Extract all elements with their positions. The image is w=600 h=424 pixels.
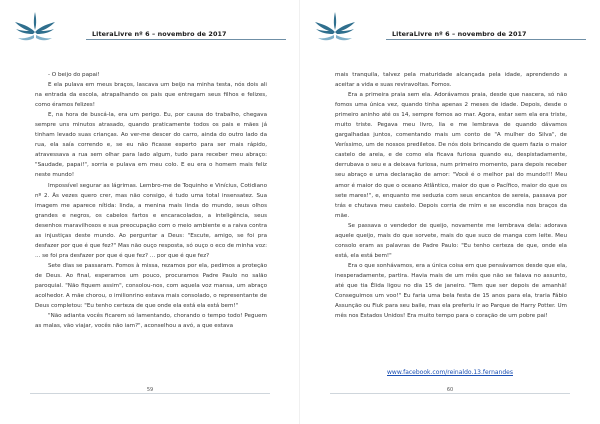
footer-rule xyxy=(30,393,270,394)
paragraph: - O beijo do papai! xyxy=(48,72,100,78)
paragraph: E, na hora de buscá-la, era um perigo. Eu, por causa do trabalho, chegava sempre uns minutos atrasado, quando praticamente todos os pais e mães já tinham levado suas crianças. Ao ver-me descer do carro, ainda do outro lado da rua, ela saía correndo e, se eu não ficasse esperto para ser mais rápido, atravessava a rua sem olhar para lado algum, tudo para receber meu abraço: "Saudade, papai!", sorria e pulava em meu colo. E eu era o homem mais feliz neste mundo! xyxy=(35,112,267,179)
right-page-text xyxy=(335,70,567,321)
paragraph: Era o que sonhávamos, era a única coisa em que pensávamos desde que ela, inesperadamente, partira. Havia mais de um mês que não se falava no assunto, até que tia Élida ligou no dia 15 de janeiro. "Tem que ser depois de amanhã! Conseguimos um voo!" Eu faria uma bela festa de 15 anos para ela, traria Fábio Assunção ou Fiuk para seu baile, mas ela preferiu ir ao Parque de Harry Potter. Um mês nos Estados Unidos! Era muito tempo para o coração de um pobre pai! xyxy=(335,262,567,320)
header-rule xyxy=(386,39,586,40)
page-number: 59 xyxy=(146,387,154,393)
paragraph: Se passava o vendedor de queijo, novamente me lembrava dela: adorava aquele queijo, mais do que sorvete, mais do que suco de manga com leite. Meu consolo eram as palavras de Padre Paulo: "Eu tenho certeza de que, onde ela está, ela está bem!" xyxy=(335,222,567,259)
footer-rule xyxy=(330,393,570,394)
paragraph: E ela pulava em meus braços, lascava um beijo na minha testa, nós dois ali na entrada da escola, atrapalhando os pais que entregam seus filhos e felizes, como éramos felizes! xyxy=(35,82,267,109)
header-rule xyxy=(86,39,286,40)
header-title: LiteraLivre nº 6 – novembro de 2017 xyxy=(92,30,227,38)
paragraph: mais tranquila, talvez pela maturidade alcançada pela idade, aprendendo a aceitar a vida e suas reviravoltas. Fomos. xyxy=(335,72,567,89)
facebook-link[interactable]: www.facebook.com/reinaldo.13.fernandes xyxy=(387,369,513,376)
winged-emblem-icon xyxy=(314,8,356,48)
winged-emblem-icon xyxy=(14,8,56,48)
paragraph: Sete dias se passaram. Fomos à missa, rezamos por ela, pedimos a proteção de Deus. Ao final, esperamos um pouco, procuramos Padre Paulo no salão paroquial. "Não fiquem assim", consolou-nos, com aquela voz mansa, um abraço acolhedor. A mãe chorou, o imilionrino estava mais consolado, o representante de Deus completou: "Eu tenho certeza de que onde ela está ela está bem!" xyxy=(35,262,267,310)
paragraph: "Não adianta vocês ficarem só lamentando, chorando o tempo todo! Peguem as malas, vão viajar, vocês não iam?", aconselhou a avó, a que estava xyxy=(35,313,267,330)
page-header xyxy=(314,8,586,48)
page-number: 60 xyxy=(446,387,454,393)
right-page xyxy=(300,0,600,424)
header-title: LiteraLivre nº 6 – novembro de 2017 xyxy=(392,30,527,38)
page-header xyxy=(14,8,286,48)
left-page-text xyxy=(35,70,267,331)
paragraph: Impossível segurar as lágrimas. Lembro-me de Toquinho e Vinícius, Cotidiano nº 2. Às vezes quero crer, mas não consigo, é tudo uma total insensatez. Sua imagem me aparece nítida: linda, a menina mais linda do mundo, seus olhos grandes e negros, os cabelos fartos e encaracolados, a inteligência, seus desenhos maravilhosos e sua preocupação com o meio ambiente e a raiva contra as injustiças deste mundo. Ao perguntar a Deus: "Escute, amigo, se foi pra desfazer por que é que fez?" Mas não ouço resposta, só ouço o eco de minha voz: ... se foi pra desfazer por que é que fez? ... por que é que fez? xyxy=(35,182,267,259)
paragraph: Era a primeira praia sem ela. Adorávamos praia, desde que nascera, só não fomos uma única vez, quando tinha apenas 2 meses de idade. Depois, desde o primeiro aninho até os 14, sempre fomos ao mar. Agora, estar sem ela era triste, muito triste. Pegava meu livro, lia e me lembrava de quando dávamos gargalhadas juntos, comentando mais um conto de "A mulher do Silva", de Veríssimo, um de nossos prediletos. De nós dois brincando de quem fazia o maior castelo de areia, e de como ela ficava furiosa quando eu, despistadamente, derrubava o seu e a deixava furiosa, num primeiro momento, para depois receber seu abraço e uma declaração de amor: "Você é o melhor pai do mundo!!! Meu amor é maior do que o oceano Atlântico, maior do que o Pacífico, maior do que os sete mares!", e, enquanto me seduzia com seus encantos de sereia, passava por trás e chutava meu castelo. Depois corria de mim e se escondia nos braços da mãe. xyxy=(335,92,567,219)
